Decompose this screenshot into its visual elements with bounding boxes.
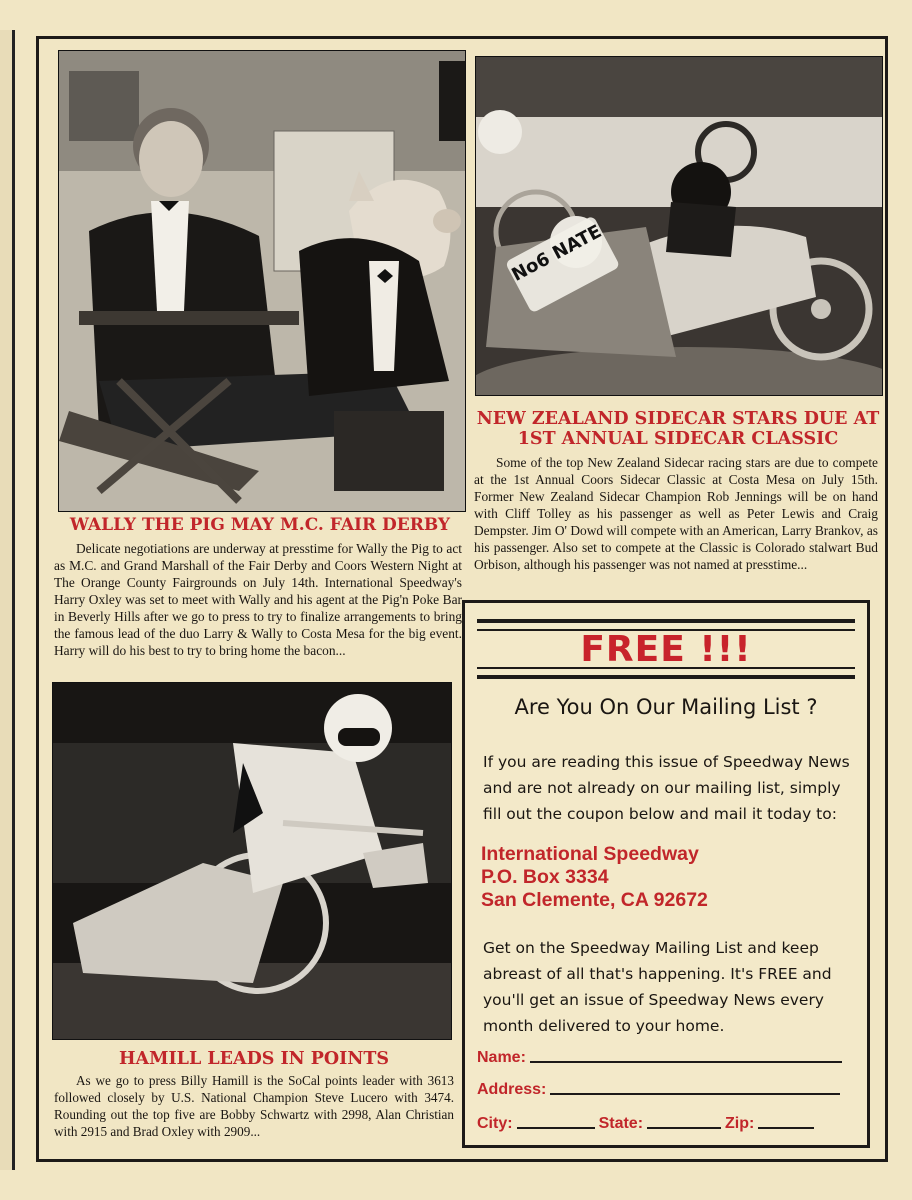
free-title: FREE !!! <box>580 628 752 670</box>
wally-headline: WALLY THE PIG MAY M.C. FAIR DERBY <box>69 515 451 535</box>
name-field[interactable] <box>530 1061 842 1063</box>
sidecar-headline <box>472 410 884 449</box>
mailing-list-question: Are You On Our Mailing List ? <box>514 695 818 719</box>
address-line-1: International Speedway <box>481 843 699 865</box>
sidecar-headline-line-1: NEW ZEALAND SIDECAR STARS DUE AT <box>476 409 880 429</box>
address-label: Address: <box>477 1081 547 1098</box>
name-label: Name: <box>477 1049 526 1066</box>
hamill-headline: HAMILL LEADS IN POINTS <box>118 1049 390 1069</box>
hamill-article-body: As we go to press Billy Hamill is the SoCal points leader with 3613 followed closely by U.S. National Champion Steve Lucero with 3474. Rounding out the top five are Bobby Schwartz with 2998, Alan Christian with 2915 and Brad Oxley with 2909... <box>54 1073 454 1139</box>
address-field[interactable] <box>550 1093 840 1095</box>
free-banner <box>477 619 855 679</box>
speedway-rider-photo <box>52 682 452 1040</box>
sidecar-headline-line-2: 1ST ANNUAL SIDECAR CLASSIC <box>517 428 839 449</box>
page-edge-strip <box>0 30 15 1170</box>
mailing-address <box>481 843 708 912</box>
mailing-list-intro: If you are reading this issue of Speedway News and are not already on our mailing list, simply fill out the coupon below and mail it today to: <box>483 753 850 823</box>
address-line-2: P.O. Box 3334 <box>481 866 609 888</box>
city-state-zip-row <box>477 1115 818 1133</box>
wally-article-body: Delicate negotiations are underway at presstime for Wally the Pig to act as M.C. and Grand Marshall of the Fair Derby and Coors Western Night at The Orange County Fairgrounds on July 14th. International Speedway's Harry Oxley was set to meet with Wally and his agent at the Pig'n Poke Bar in Beverly Hills after we go to press to try to finalize arrangements to bring the famous lead of the duo Larry & Wally to Costa Mesa for the big event. Harry will do his best to try to bring home the bacon... <box>54 541 462 658</box>
mailing-list-coupon <box>462 600 870 1148</box>
sidecar-race-photo <box>475 56 883 396</box>
name-row <box>477 1049 846 1067</box>
address-row <box>477 1081 844 1099</box>
sidecar-bib-number: No6 NATE <box>508 220 606 286</box>
zip-label: Zip: <box>725 1115 755 1132</box>
city-field[interactable] <box>517 1127 595 1129</box>
mailing-list-cta: Get on the Speedway Mailing List and keep abreast of all that's happening. It's FREE and you'll get an issue of Speedway News every month delivered to your home. <box>483 939 832 1035</box>
state-field[interactable] <box>647 1127 721 1129</box>
wally-pig-photo <box>58 50 466 512</box>
sidecar-article-body: Some of the top New Zealand Sidecar racing stars are due to compete at the 1st Annual Coors Sidecar Classic at Costa Mesa on July 15th. Former New Zealand Sidecar Champion Rob Jennings will be on hand with Cliff Tolley as his passenger as well as Peter Lewis and Craig Dempster. Jim O' Dowd will compete with an American, Larry Brankov, as his passenger. Also set to compete at the Classic is Colorado stalwart Bud Orbison, although his passenger was not named at presstime... <box>474 455 878 572</box>
city-label: City: <box>477 1115 513 1132</box>
zip-field[interactable] <box>758 1127 814 1129</box>
address-line-3: San Clemente, CA 92672 <box>481 889 708 911</box>
state-label: State: <box>598 1115 644 1132</box>
